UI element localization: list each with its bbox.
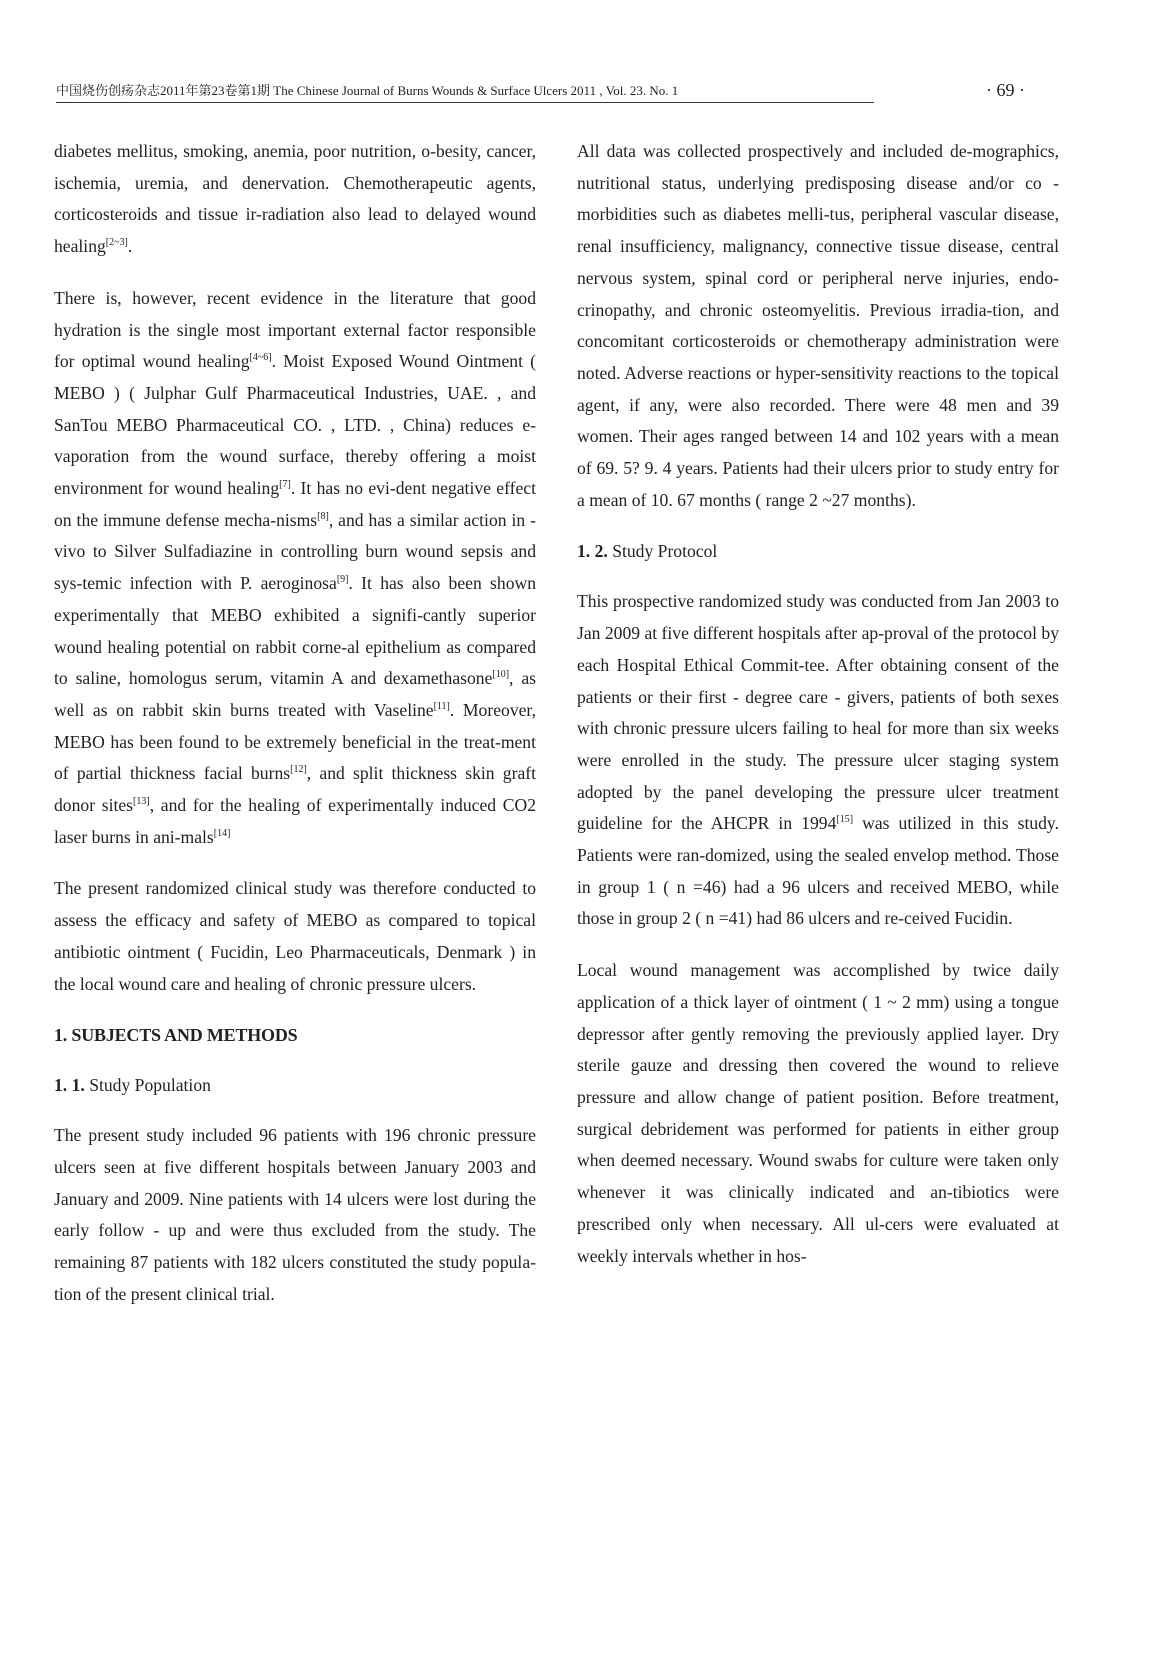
subsection-title: Study Population [89, 1075, 211, 1096]
paragraph-study-population: The present study included 96 patients with 196 chronic pressure ulcers seen at five different hospitals between January 2003 and January and 2009. Nine patients with 14 ulcers were lost during the early follow - up and were thus excluded from the study. The remaining 87 patients with 182 ulcers constituted the study popula-tion of the present clinical trial. [54, 1125, 536, 1304]
paragraph-data-collection: All data was collected prospectively and included de-mographics, nutritional status, underlying predisposing disease and/or co - morbidities such as diabetes melli-tus, peripheral vascular disease, renal insufficiency, malignancy, connective tissue disease, central nervous system, spinal cord or peripheral nerve injuries, endo-crinopathy, and chronic osteomyelitis. Previous irradia-tion, and concomitant corticosteroids or chemotherapy administration were noted. Adverse reactions or hyper-sensitivity reactions to the topical agent, if any, were also recorded. There were 48 men and 39 women. Their ages ranged between 14 and 102 years with a mean of 69. 5? 9. 4 years. Patients had their ulcers prior to study entry for a mean of 10. 67 months ( range 2 ~27 months). [577, 141, 1059, 510]
text-run: There is, however, recent evidence in the literature that good hydration is the single most important external factor responsible for optimal wound healing [54, 287, 536, 372]
text-run: . Moist Exposed Wound Ointment ( MEBO ) ( Julphar Gulf Pharmaceutical Industries, UAE. , and SanTou MEBO Pharmaceutical CO. , LTD. , China) reduces e-vaporation from the wound surface, thereby offering a moist environment for wound healing [54, 351, 537, 499]
text-run: , as well as on rabbit skin burns treated with Vaseline [54, 668, 536, 720]
text-run: diabetes mellitus, smoking, anemia, poor nutrition, o-besity, cancer, ischemia, uremia, and denervation. Chemotherapeutic agents, corticosteroids and tissue ir-radiation also lead to delayed wound healing [54, 141, 536, 257]
left-column [54, 136, 536, 1331]
citation-ref: [10] [492, 669, 510, 681]
subsection-number: 1. 1. [54, 1075, 85, 1096]
right-column [577, 136, 1059, 1292]
paragraph-risk-factors [54, 136, 536, 263]
citation-ref: [14] [213, 827, 231, 839]
citation-ref: [15] [836, 814, 854, 826]
text-run: This prospective randomized study was conducted from Jan 2003 to Jan 2009 at five different hospitals after ap-proval of the protocol by each Hospital Ethical Commit-tee. After obtaining consent of the patients or their first - degree care - givers, patients of both sexes with chronic pressure ulcers failing to heal for more than six weeks were enrolled in the study. The pressure ulcer staging system adopted by the panel developing the pressure ulcer treatment guideline for the AHCPR in 1994 [577, 591, 1059, 834]
paragraph-wound-management: Local wound management was accomplished by twice daily application of a thick layer of ointment ( 1 ~ 2 mm) using a tongue depressor after gently removing the previously applied layer. Dry sterile gauze and dressing then covered the wound to relieve pressure and allow change of patient position. Before treatment, surgical debridement was performed for patients in either group when deemed necessary. Wound swabs for culture were taken only whenever it was clinically indicated and an-tibiotics were prescribed only when necessary. All ul-cers were evaluated at weekly intervals whether in hos- [577, 960, 1059, 1266]
paragraph-study-aim: The present randomized clinical study was therefore conducted to assess the efficacy and safety of MEBO as compared to topical antibiotic ointment ( Fucidin, Leo Pharmaceuticals, Denmark ) in the local wound care and healing of chronic pressure ulcers. [54, 878, 536, 994]
citation-ref: [9] [336, 574, 349, 586]
subsection-heading [54, 1070, 536, 1100]
text-run: . It has also been shown experimentally that MEBO exhibited a signifi-cantly superior wound healing potential on rabbit corne-al epithelium as compared to saline, homologus serum, vitamin A and dexamethasone [54, 573, 536, 689]
page-number: · 69 · [986, 80, 1025, 100]
subsection-heading [577, 536, 1059, 566]
text-run: . It has no evi-dent negative effect on the immune defense mecha-nisms [54, 478, 536, 530]
citation-ref: [13] [133, 796, 150, 808]
running-header: 中国烧伤创疡杂志2011年第23卷第1期 The Chinese Journal of Burns Wounds & Surface Ulcers 2011 , Vol. 23. No. 1 [56, 82, 874, 103]
text-run: was utilized in this study. Patients were ran-domized, using the sealed envelop method. Those in group 1 ( n =46) had a 96 ulcers and received MEBO, while those in group 2 ( n =41) had 86 ulcers and re-ceived Fucidin. [577, 813, 1059, 929]
paragraph-mebo-background [54, 283, 536, 854]
text-run: , and has a similar action in - vivo to Silver Sulfadiazine in controlling burn wound sepsis and sys-temic infection with P. aeroginosa [54, 509, 537, 594]
text-run: . Moreover, MEBO has been found to be extremely beneficial in the treat-ment of partial thickness facial burns [54, 699, 536, 784]
paragraph-study-protocol [577, 586, 1059, 935]
section-heading: 1. SUBJECTS AND METHODS [54, 1025, 298, 1046]
text-run: , and split thickness skin graft donor sites [54, 763, 536, 816]
citation-ref: [12] [290, 764, 307, 776]
text-run: . [127, 236, 133, 257]
text-run: , and for the healing of experimentally induced CO2 laser burns in ani-mals [54, 795, 536, 847]
citation-ref: [2~3] [105, 237, 128, 249]
subsection-title: Study Protocol [612, 541, 718, 562]
citation-ref: [7] [279, 479, 291, 491]
subsection-number: 1. 2. [577, 541, 608, 562]
citation-ref: [11] [433, 701, 450, 713]
citation-ref: [8] [317, 510, 329, 522]
citation-ref: [4~6] [249, 352, 272, 364]
